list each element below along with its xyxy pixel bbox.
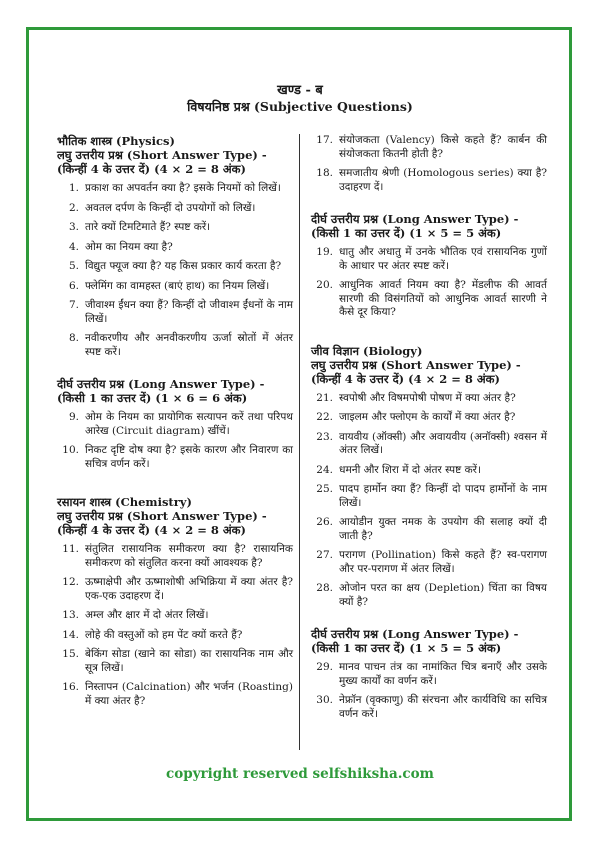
question-text: तारे क्यों टिमटिमाते हैं? स्पष्ट करें। xyxy=(85,221,211,233)
list-item xyxy=(311,549,547,576)
chemistry-long-list xyxy=(311,246,547,320)
question-text: फ्लेमिंग का वामहस्त (बाएं हाथ) का नियम लिखें। xyxy=(85,279,270,292)
list-item xyxy=(57,332,293,359)
question-number: 14. xyxy=(62,628,79,641)
question-text: विद्युत फ्यूज क्या है? यह किस प्रकार कार्य करता है? xyxy=(85,260,282,272)
question-number: 18. xyxy=(316,167,333,179)
question-text: वायवीय (ऑक्सी) और अवायवीय (अनॉक्सी) श्वसन में अंतर लिखें। xyxy=(339,430,547,456)
question-text: संतुलित रासायनिक समीकरण क्या है? रासायनिक समीकरण को संतुलित करना क्यों आवश्यक है? xyxy=(85,543,293,569)
list-item xyxy=(311,411,547,425)
biology-long-list xyxy=(311,661,547,721)
question-text: जीवाश्म ईंधन क्या हैं? किन्हीं दो जीवाश्म ईंधनों के नाम लिखें। xyxy=(85,299,293,325)
question-text: नवीकरणीय और अनवीकरणीय ऊर्जा स्रोतों में अंतर स्पष्ट करें। xyxy=(85,332,293,358)
physics-long-list xyxy=(57,411,293,471)
list-item xyxy=(57,202,293,216)
question-number: 16. xyxy=(62,681,79,693)
question-text: परागण (Pollination) किसे कहते हैं? स्व-परागण और पर-परागण में अंतर लिखें। xyxy=(339,549,547,575)
question-text: निकट दृष्टि दोष क्या है? इसके कारण और निवारण का सचित्र वर्णन करें। xyxy=(85,444,293,470)
question-number: 3. xyxy=(68,221,79,233)
question-number: 28. xyxy=(316,582,333,594)
copyright-footer: copyright reserved selfshiksha.com xyxy=(166,766,434,782)
question-text: ऊष्माक्षेपी और ऊष्माशोषी अभिक्रिया में क्या अंतर है? एक-एक उदाहरण दें। xyxy=(85,576,293,602)
question-number: 27. xyxy=(316,549,333,561)
question-text: संयोजकता (Valency) किसे कहते हैं? कार्बन की संयोजकता कितनी होती है? xyxy=(339,134,547,160)
question-text: मानव पाचन तंत्र का नामांकित चित्र बनाएँ और उसके मुख्य कार्यों का वर्णन करें। xyxy=(339,661,547,687)
question-number: 13. xyxy=(62,609,79,621)
biology-heading: जीव विज्ञान (Biology) xyxy=(311,343,423,358)
physics-short-list xyxy=(57,182,293,359)
question-number: 12. xyxy=(62,576,79,588)
question-number: 17. xyxy=(316,134,333,146)
list-item xyxy=(57,543,293,570)
question-number: 15. xyxy=(62,648,79,660)
list-item xyxy=(311,167,547,194)
list-item xyxy=(57,299,293,326)
question-text: ओम का नियम क्या है? xyxy=(85,240,173,253)
question-text: प्रकाश का अपवर्तन क्या है? इसके नियमों को लिखें। xyxy=(85,182,281,194)
question-number: 4. xyxy=(68,240,79,253)
question-number: 19. xyxy=(316,246,333,258)
physics-heading: भौतिक शास्त्र (Physics) xyxy=(57,134,175,148)
question-number: 1. xyxy=(68,182,79,194)
list-item xyxy=(311,464,547,478)
question-text: नेफ्रॉन (वृक्काणु) की संरचना और कार्यविधि का सचित्र वर्णन करें। xyxy=(339,694,547,720)
question-text: समजातीय श्रेणी (Homologous series) क्या है? उदाहरण दें। xyxy=(339,167,547,193)
question-text: लोहे की वस्तुओं को हम पेंट क्यों करते हैं? xyxy=(85,628,243,641)
question-text: धमनी और शिरा में दो अंतर स्पष्ट करें। xyxy=(339,463,481,476)
list-item xyxy=(311,516,547,543)
list-item xyxy=(311,694,547,721)
question-number: 29. xyxy=(316,661,333,673)
list-item xyxy=(57,260,293,274)
question-text: अम्ल और क्षार में दो अंतर लिखें। xyxy=(85,609,209,621)
question-number: 2. xyxy=(68,201,79,214)
question-number: 20. xyxy=(316,279,333,291)
question-number: 9. xyxy=(68,411,79,423)
question-text: अवतल दर्पण के किन्हीं दो उपयोगों को लिखें। xyxy=(85,201,256,214)
chemistry-short-list-continued xyxy=(311,134,547,194)
chemistry-heading: रसायन शास्त्र (Chemistry) xyxy=(57,495,192,509)
question-number: 30. xyxy=(316,694,333,706)
list-item xyxy=(311,483,547,510)
question-number: 7. xyxy=(68,299,79,311)
question-number: 8. xyxy=(68,332,79,344)
list-item xyxy=(311,134,547,161)
list-item xyxy=(57,221,293,235)
physics-short-type: लघु उत्तरीय प्रश्न (Short Answer Type) - (किन्हीं 4 के उत्तर दें) (4 × 2 = 8 अंक) xyxy=(57,148,267,176)
question-text: पादप हार्मोन क्या हैं? किन्हीं दो पादप हार्मोनों के नाम लिखें। xyxy=(339,483,547,509)
question-text: बेकिंग सोडा (खाने का सोडा) का रासायनिक नाम और सूत्र लिखें। xyxy=(85,648,293,674)
question-number: 5. xyxy=(68,260,79,272)
question-number: 10. xyxy=(62,444,79,456)
list-item xyxy=(57,648,293,675)
list-item xyxy=(57,411,293,438)
question-text: ओम के नियम का प्रायोगिक सत्यापन करें तथा परिपथ आरेख (Circuit diagram) खींचें। xyxy=(85,411,293,437)
list-item xyxy=(57,241,293,255)
list-item xyxy=(57,681,293,708)
section-subtitle: विषयनिष्ठ प्रश्न (Subjective Questions) xyxy=(187,99,413,114)
question-text: आधुनिक आवर्त नियम क्या है? मेंडलीफ की आवर्त सारणी की विसंगतियों को आधुनिक आवर्त सारणी ने कैसे दूर किया? xyxy=(339,279,547,318)
list-item xyxy=(311,246,547,273)
section-title: खण्ड - ब xyxy=(277,83,323,98)
list-item xyxy=(57,629,293,643)
right-column xyxy=(311,134,547,727)
chemistry-short-type: लघु उत्तरीय प्रश्न (Short Answer Type) - (किन्हीं 4 के उत्तर दें) (4 × 2 = 8 अंक) xyxy=(57,509,267,537)
chemistry-long-type: दीर्घ उत्तरीय प्रश्न (Long Answer Type) - (किसी 1 का उत्तर दें) (1 × 5 = 5 अंक) xyxy=(311,212,519,240)
question-number: 11. xyxy=(62,543,79,555)
question-number: 23. xyxy=(316,430,333,443)
question-text: निस्तापन (Calcination) और भर्जन (Roasting) में क्या अंतर है? xyxy=(85,681,293,707)
list-item xyxy=(311,582,547,609)
biology-short-list xyxy=(311,392,547,610)
question-number: 21. xyxy=(316,391,333,404)
question-text: जाइलम और फ्लोएम के कार्यों में क्या अंतर है? xyxy=(339,411,516,423)
question-text: ओजोन परत का क्षय (Depletion) चिंता का विषय क्यों है? xyxy=(339,582,547,608)
question-text: धातु और अधातु में उनके भौतिक एवं रासायनिक गुणों के आधार पर अंतर स्पष्ट करें। xyxy=(339,246,547,272)
question-number: 24. xyxy=(316,463,333,476)
biology-short-type: लघु उत्तरीय प्रश्न (Short Answer Type) - (किन्हीं 4 के उत्तर दें) (4 × 2 = 8 अंक) xyxy=(311,357,521,386)
physics-long-type: दीर्घ उत्तरीय प्रश्न (Long Answer Type) - (किसी 1 का उत्तर दें) (1 × 6 = 6 अंक) xyxy=(57,377,265,405)
question-number: 26. xyxy=(316,516,333,528)
list-item xyxy=(311,431,547,458)
question-text: स्वपोषी और विषमपोषी पोषण में क्या अंतर है? xyxy=(339,391,516,404)
question-text: आयोडीन युक्त नमक के उपयोग की सलाह क्यों दी जाती है? xyxy=(339,516,547,542)
question-number: 22. xyxy=(316,411,333,423)
list-item xyxy=(57,609,293,623)
list-item xyxy=(57,280,293,294)
list-item xyxy=(57,182,293,196)
list-item xyxy=(57,444,293,471)
biology-long-type: दीर्घ उत्तरीय प्रश्न (Long Answer Type) - (किसी 1 का उत्तर दें) (1 × 5 = 5 अंक) xyxy=(311,627,519,655)
list-item xyxy=(311,661,547,688)
column-divider xyxy=(299,134,300,750)
chemistry-short-list xyxy=(57,543,293,708)
question-number: 6. xyxy=(68,279,79,292)
question-number: 25. xyxy=(316,483,333,495)
list-item xyxy=(311,279,547,320)
left-column xyxy=(57,134,293,714)
list-item xyxy=(311,392,547,406)
list-item xyxy=(57,576,293,603)
